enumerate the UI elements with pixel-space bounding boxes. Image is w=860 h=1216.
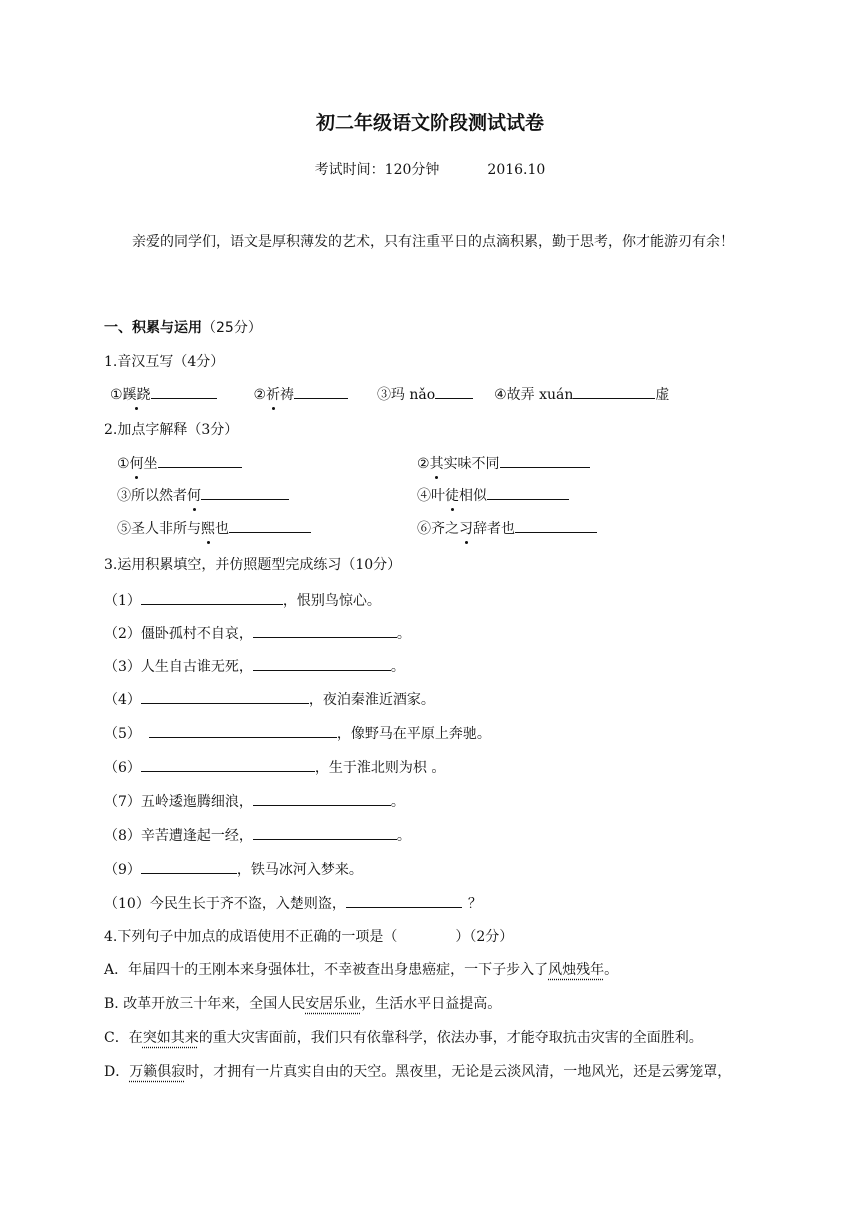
q1-item-2: ②祈祷 bbox=[253, 387, 295, 403]
q2-item-5: ⑤圣人非所与熙也 bbox=[117, 521, 229, 537]
q2-item-2: ②其实味不同 bbox=[417, 453, 590, 474]
answer-blank[interactable] bbox=[573, 384, 655, 399]
q3-line-3: （3）人生自古谁无死， 。 bbox=[104, 656, 756, 677]
answer-blank[interactable] bbox=[141, 689, 309, 704]
q4-option-a[interactable]: A．年届四十的王刚本来身强体壮，不幸被查出身患癌症，一下子步入了风烛残年。 bbox=[104, 962, 619, 978]
page-title: 初二年级语文阶段测试试卷 bbox=[315, 112, 544, 134]
q3-line-6: （6） ，生于淮北则为枳 。 bbox=[104, 757, 756, 778]
q4-option-d[interactable]: D．万籁俱寂时，才拥有一片真实自由的天空。黑夜里，无论是云淡风清，一地风光，还是云雾笼罩， bbox=[104, 1064, 732, 1080]
dotted-idiom: 安居乐业 bbox=[305, 996, 362, 1012]
q3-line-5: （5） ，像野马在平原上奔驰。 bbox=[104, 723, 756, 744]
answer-blank[interactable] bbox=[201, 485, 289, 500]
q3-line-9: （9） ，铁马冰河入梦来。 bbox=[104, 859, 756, 880]
q2-row-1 bbox=[117, 453, 756, 474]
q2-row-2 bbox=[117, 485, 756, 506]
exam-meta bbox=[0, 160, 860, 180]
answer-blank[interactable] bbox=[487, 485, 569, 500]
q2-item-1: ①何坐 bbox=[117, 456, 158, 472]
dotted-idiom: 突如其来 bbox=[142, 1030, 199, 1046]
q2-row-3 bbox=[117, 518, 756, 539]
answer-blank[interactable] bbox=[158, 453, 242, 468]
exam-date: 2016.10 bbox=[487, 162, 546, 178]
q1-item-4-end: 虚 bbox=[655, 387, 670, 403]
q1-items bbox=[110, 384, 756, 405]
answer-blank[interactable] bbox=[253, 825, 397, 840]
q1-item-1: ①蹊跷 bbox=[110, 387, 151, 403]
q3-line-4: （4） ，夜泊秦淮近酒家。 bbox=[104, 689, 756, 710]
answer-blank[interactable] bbox=[229, 518, 311, 533]
q3-line-10: （10）今民生长于齐不盗，入楚则盗， ？ bbox=[104, 893, 756, 914]
q2-item-3: ③所以然者何 bbox=[117, 488, 201, 504]
answer-blank[interactable] bbox=[149, 723, 337, 738]
q2-item-4: ④叶徒相似 bbox=[417, 485, 569, 506]
answer-blank[interactable] bbox=[141, 859, 237, 874]
q3-line-1: （1） ，恨别鸟惊心。 bbox=[104, 590, 756, 611]
exam-time: 考试时间：120分钟 bbox=[314, 162, 440, 178]
answer-blank[interactable] bbox=[515, 518, 597, 533]
q4-option-c[interactable]: C．在突如其来的重大灾害面前，我们只有依靠科学，依法办事，才能夺取抗击灾害的全面胜利。 bbox=[104, 1030, 703, 1046]
q4-prompt: 4.下列句子中加点的成语使用不正确的一项是（ ）（2分） bbox=[104, 929, 514, 945]
q3-line-7: （7）五岭逶迤腾细浪， 。 bbox=[104, 791, 756, 812]
answer-blank[interactable] bbox=[346, 893, 462, 908]
answer-blank[interactable] bbox=[435, 384, 473, 399]
answer-blank[interactable] bbox=[151, 384, 217, 399]
answer-blank[interactable] bbox=[253, 656, 391, 671]
q4-option-b[interactable]: B. 改革开放三十年来，全国人民安居乐业，生活水平日益提高。 bbox=[104, 996, 502, 1012]
q3-line-8: （8）辛苦遭逢起一经， 。 bbox=[104, 825, 756, 846]
answer-blank[interactable] bbox=[294, 384, 348, 399]
answer-blank[interactable] bbox=[253, 623, 397, 638]
q1-item-3: ③玛 nǎo bbox=[376, 387, 436, 403]
answer-blank[interactable] bbox=[141, 590, 283, 605]
q2-item-6: ⑥齐之习辞者也 bbox=[417, 518, 597, 539]
section-title: 一、积累与运用 bbox=[104, 320, 202, 336]
answer-blank[interactable] bbox=[500, 453, 590, 468]
section-heading bbox=[104, 318, 756, 338]
dotted-idiom: 万籁俱寂 bbox=[129, 1064, 186, 1080]
q1-prompt: 1.音汉互写（4分） bbox=[104, 354, 225, 370]
q3-line-2: （2）僵卧孤村不自哀， 。 bbox=[104, 623, 756, 644]
dotted-idiom: 风烛残年 bbox=[548, 962, 605, 978]
section-score: （25分） bbox=[202, 320, 262, 336]
intro-paragraph: 亲爱的同学们，语文是厚积薄发的艺术，只有注重平日的点滴积累，勤于思考，你才能游刃有余！ bbox=[132, 234, 734, 250]
q2-prompt: 2.加点字解释（3分） bbox=[104, 422, 239, 438]
q3-prompt: 3.运用积累填空，并仿照题型完成练习（10分） bbox=[104, 557, 402, 573]
answer-blank[interactable] bbox=[141, 757, 315, 772]
answer-blank[interactable] bbox=[253, 791, 391, 806]
q1-item-4: ④故弄 xuán bbox=[494, 387, 574, 403]
